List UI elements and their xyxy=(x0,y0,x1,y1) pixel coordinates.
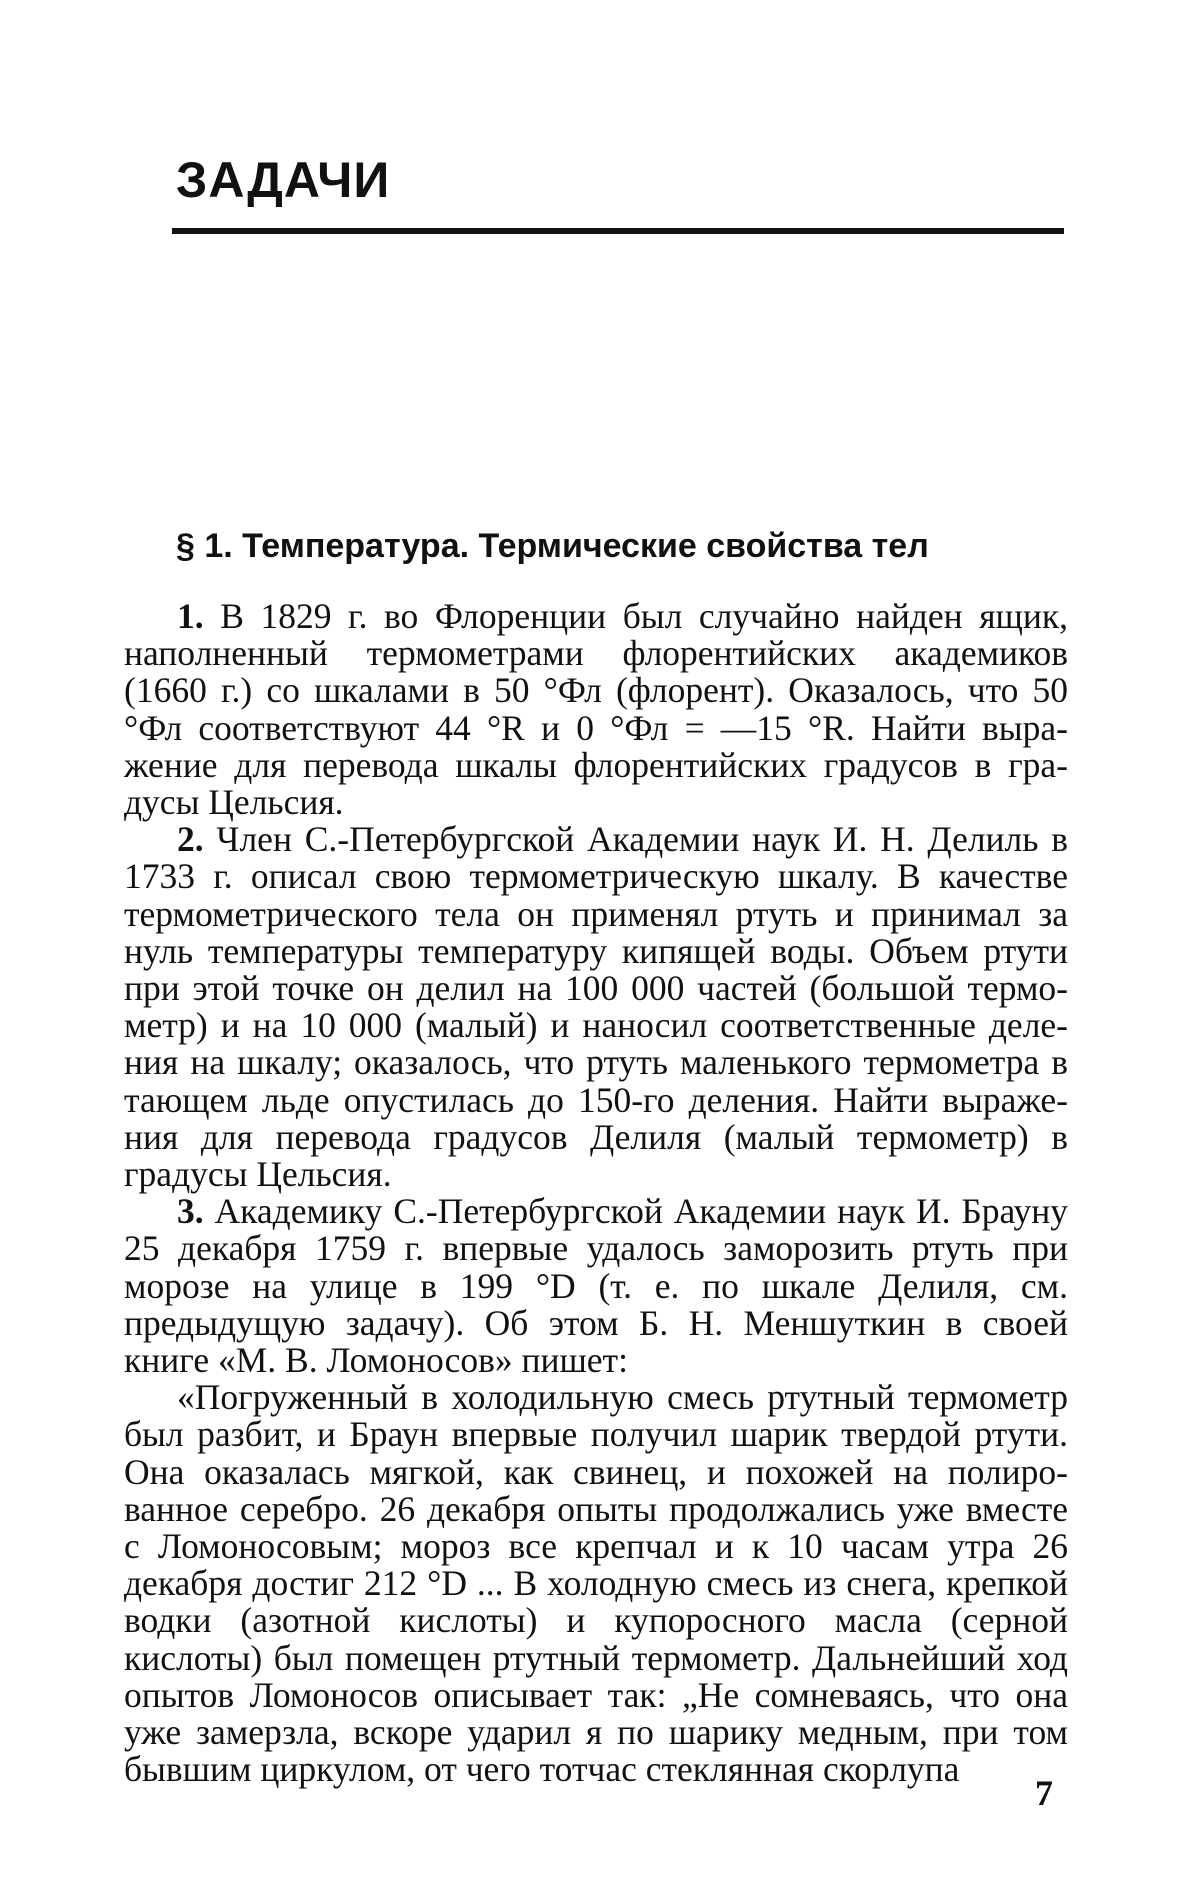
problem-number: 3. xyxy=(177,1191,204,1232)
body-text xyxy=(124,598,1068,1789)
problem-text: Член С.-Петербургской Академии наук И. Н. Делиль в 1733 г. описал свою термометрическую шкалу. В качестве термометрического тела он применял ртуть и принимал за нуль температуры температуру кипящей воды. Объем ртути при этой точке он делил на 100 000 частей (большой термометр) и на 10 000 (малый) и наносил соответственные деления на шкалу; оказалось, что ртуть маленького термометра в тающем льде опустилась до 150-го деления. Найти выражения для перевода градусов Делиля (малый термометр) в градусы Цельсия. xyxy=(124,819,1068,1195)
problem-2 xyxy=(124,821,1068,1193)
problem-text: Академику С.-Петербургской Академии наук И. Брауну 25 декабря 1759 г. впервые удалось заморозить ртуть при морозе на улице в 199 °D (т. е. по шкале Делиля, см. предыдущую задачу). Об этом Б. Н. Меншуткин в своей книге «М. В. Ломоносов» пишет: xyxy=(124,1191,1068,1381)
problem-text: В 1829 г. во Флоренции был случайно найден ящик, наполненный термометрами флорентийских академиков (1660 г.) со шкалами в 50 °Фл (флорент). Оказалось, что 50 °Фл соответствуют 44 °R и 0 °Фл = —15 °R. Найти выражение для перевода шкалы флорентийских градусов в градусы Цельсия. xyxy=(124,596,1068,823)
problem-number: 1. xyxy=(177,596,204,636)
chapter-title: ЗАДАЧИ xyxy=(176,152,391,208)
chapter-divider xyxy=(172,228,1064,234)
problem-3 xyxy=(124,1193,1068,1379)
section-title: § 1. Температура. Термические свойства тел xyxy=(176,527,929,565)
problem-number: 2. xyxy=(177,819,204,860)
problem-1 xyxy=(124,598,1068,821)
quotation: «Погруженный в холодильную смесь ртутный термометр был разбит, и Браун впервые получил шарик твердой ртути. Она оказалась мягкой, как свинец, и похожей на полированное серебро. 26 декабря опыты продолжались уже вместе с Ломоносовым; мороз все крепчал и к 10 часам утра 26 декабря достиг 212 °D ... В холодную смесь из снега, крепкой водки (азотной кислоты) и купоросного масла (серной кислоты) был помещен ртутный термометр. Дальнейший ход опытов Ломоносов описывает так: „Не сомневаясь, что она уже замерзла, вскоре ударил я по шарику медным, при том бывшим циркулом, от чего тотчас стеклянная скорлупа xyxy=(124,1377,1068,1790)
page-number: 7 xyxy=(1035,1773,1053,1813)
